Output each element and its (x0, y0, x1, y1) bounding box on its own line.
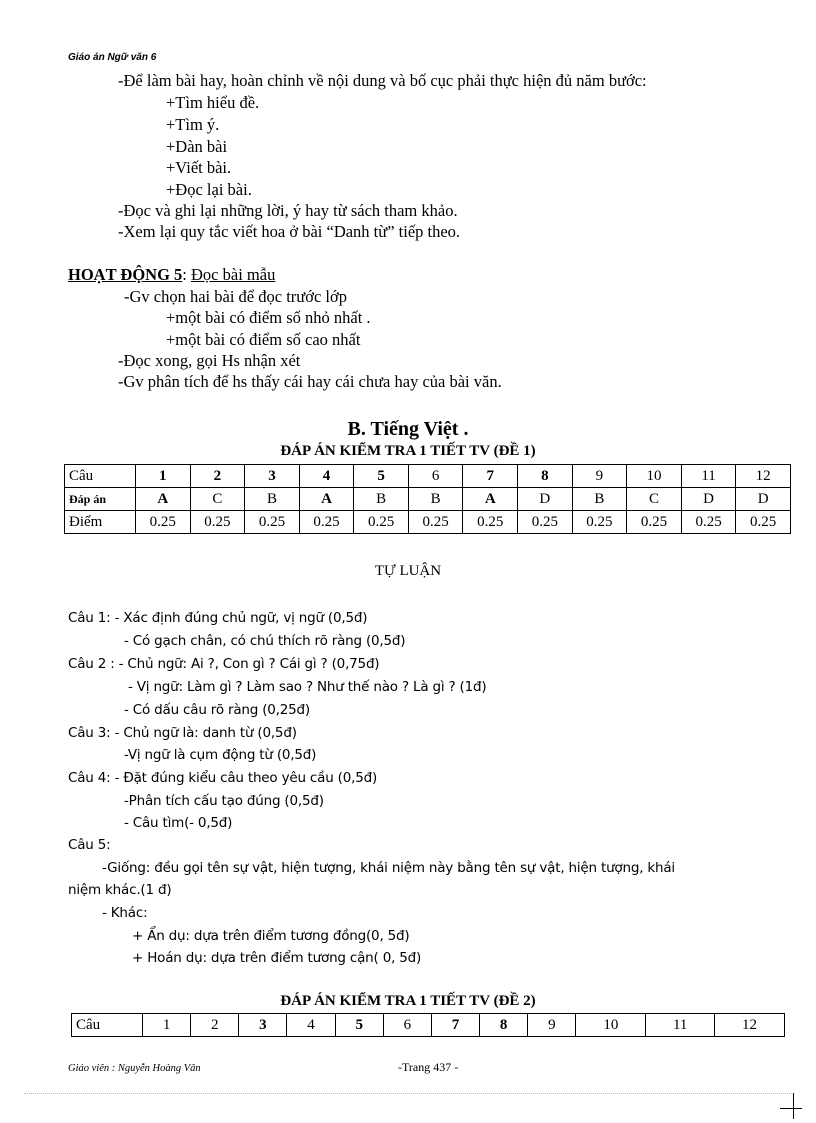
table-cell: A (299, 488, 354, 511)
table-cell: A (136, 488, 191, 511)
table-title: ĐÁP ÁN KIỂM TRA 1 TIẾT TV (ĐỀ 2) (280, 993, 536, 1009)
text-line: +Viết bài. (166, 158, 232, 177)
table-cell: 0.25 (627, 511, 682, 534)
table-cell: B (245, 488, 300, 511)
table-cell: D (681, 488, 736, 511)
text-line: +Tìm hiểu đề. (166, 93, 260, 112)
table-cell: 0.25 (245, 511, 300, 534)
table-cell: 10 (627, 465, 682, 488)
table-cell: A (463, 488, 518, 511)
essay-line: -Giống: đều gọi tên sự vật, hiện tượng, khái niệm này bằng tên sự vật, hiện tượng, khái (102, 860, 675, 876)
table-title: ĐÁP ÁN KIỂM TRA 1 TIẾT TV (ĐỀ 1) (280, 443, 536, 459)
essay-line: Câu 3: - Chủ ngữ là: danh từ (0,5đ) (68, 725, 297, 741)
table-cell: D (518, 488, 573, 511)
table-cell: 7 (431, 1014, 479, 1037)
text-line: -Xem lại quy tắc viết hoa ở bài “Danh từ” tiếp theo. (118, 222, 461, 241)
table-cell: 0.25 (736, 511, 791, 534)
essay-line: + Ẩn dụ: dựa trên điểm tương đồng(0, 5đ) (132, 928, 410, 944)
table-cell: B (354, 488, 409, 511)
text-line: +Tìm ý. (166, 115, 220, 134)
text-line: +một bài có điểm số cao nhất (166, 330, 361, 349)
table-cell: C (627, 488, 682, 511)
text-line: -Gv phân tích để hs thấy cái hay cái chưa hay của bài văn. (118, 372, 502, 391)
table-row (65, 465, 791, 488)
table-cell: 9 (528, 1014, 576, 1037)
activity-heading-separator: : (182, 265, 192, 284)
table-cell: 6 (408, 465, 463, 488)
table-cell: 12 (714, 1014, 784, 1037)
text-line: +một bài có điểm số nhỏ nhất . (166, 308, 371, 327)
table-cell: 5 (354, 465, 409, 488)
table-cell: 1 (143, 1014, 191, 1037)
answer-table-2 (71, 1013, 785, 1037)
table-cell: 3 (239, 1014, 287, 1037)
table-cell: B (408, 488, 463, 511)
table-cell: 0.25 (518, 511, 573, 534)
essay-line: - Có dấu câu rõ ràng (0,25đ) (124, 702, 310, 718)
table-cell: C (190, 488, 245, 511)
footer-page-number: -Trang 437 - (398, 1060, 459, 1074)
table-cell: 0.25 (136, 511, 191, 534)
activity-heading-label: HOẠT ĐỘNG 5 (68, 265, 183, 284)
essay-line: - Vị ngữ: Làm gì ? Làm sao ? Như thế nào ? Là gì ? (1đ) (128, 679, 487, 695)
table-cell: 1 (136, 465, 191, 488)
table-cell: B (572, 488, 627, 511)
table-cell: 7 (463, 465, 518, 488)
table-cell: 11 (681, 465, 736, 488)
row-label: Câu (65, 465, 136, 488)
essay-line: Câu 5: (68, 837, 111, 853)
table-cell: 0.25 (354, 511, 409, 534)
essay-line: Câu 4: - Đặt đúng kiểu câu theo yêu cầu (0,5đ) (68, 770, 378, 786)
essay-line: -Phân tích cấu tạo đúng (0,5đ) (124, 793, 324, 809)
activity-heading (68, 265, 275, 285)
footer-teacher: Giáo viên : Nguyễn Hoàng Vân (68, 1063, 201, 1074)
text-line: +Dàn bài (166, 137, 228, 156)
table-cell: 0.25 (299, 511, 354, 534)
table-cell: 12 (736, 465, 791, 488)
text-line: -Gv chọn hai bài để đọc trước lớp (124, 287, 347, 306)
text-line: -Để làm bài hay, hoàn chỉnh về nội dung và bố cục phải thực hiện đủ năm bước: (118, 71, 647, 90)
text-line: +Đọc lại bài. (166, 180, 252, 199)
table-row (72, 1014, 785, 1037)
table-cell: 8 (480, 1014, 528, 1037)
section-title: B. Tiếng Việt . (347, 418, 469, 440)
table-cell: 6 (383, 1014, 431, 1037)
essay-line: - Có gạch chân, có chú thích rõ ràng (0,5đ) (124, 633, 406, 649)
crop-mark (780, 1108, 802, 1109)
table-cell: 2 (190, 465, 245, 488)
text-line: -Đọc xong, gọi Hs nhận xét (118, 351, 301, 370)
row-label: Đáp án (65, 488, 136, 511)
table-cell: 4 (287, 1014, 335, 1037)
essay-line: - Câu tìm(- 0,5đ) (124, 815, 233, 831)
essay-line: Câu 2 : - Chủ ngữ: Ai ?, Con gì ? Cái gì ? (0,75đ) (68, 656, 380, 672)
row-label: Câu (72, 1014, 143, 1037)
table-cell: D (736, 488, 791, 511)
table-cell: 0.25 (463, 511, 518, 534)
table-cell: 10 (576, 1014, 646, 1037)
essay-line: - Khác: (102, 905, 148, 921)
table-cell: 9 (572, 465, 627, 488)
table-cell: 8 (518, 465, 573, 488)
table-cell: 11 (646, 1014, 714, 1037)
essay-title: TỰ LUẬN (374, 563, 442, 579)
table-cell: 0.25 (190, 511, 245, 534)
table-cell: 4 (299, 465, 354, 488)
answer-table-1 (64, 464, 791, 534)
row-label: Điểm (65, 511, 136, 534)
table-cell: 3 (245, 465, 300, 488)
table-cell: 0.25 (681, 511, 736, 534)
table-cell: 0.25 (572, 511, 627, 534)
footer-divider (24, 1093, 794, 1094)
table-row (65, 511, 791, 534)
essay-line: + Hoán dụ: dựa trên điểm tương cận( 0, 5đ) (132, 950, 422, 966)
table-cell: 2 (191, 1014, 239, 1037)
text-line: -Đọc và ghi lại những lời, ý hay từ sách tham khảo. (118, 201, 458, 220)
activity-heading-title: Đọc bài mẫu (191, 265, 276, 284)
essay-line: Câu 1: - Xác định đúng chủ ngữ, vị ngữ (0,5đ) (68, 610, 368, 626)
table-cell: 0.25 (408, 511, 463, 534)
table-row (65, 488, 791, 511)
table-cell: 5 (335, 1014, 383, 1037)
essay-line: -Vị ngữ là cụm động từ (0,5đ) (124, 747, 317, 763)
essay-line: niệm khác.(1 đ) (68, 882, 172, 898)
crop-mark (793, 1093, 794, 1119)
page-header: Giáo án Ngữ văn 6 (68, 52, 157, 63)
